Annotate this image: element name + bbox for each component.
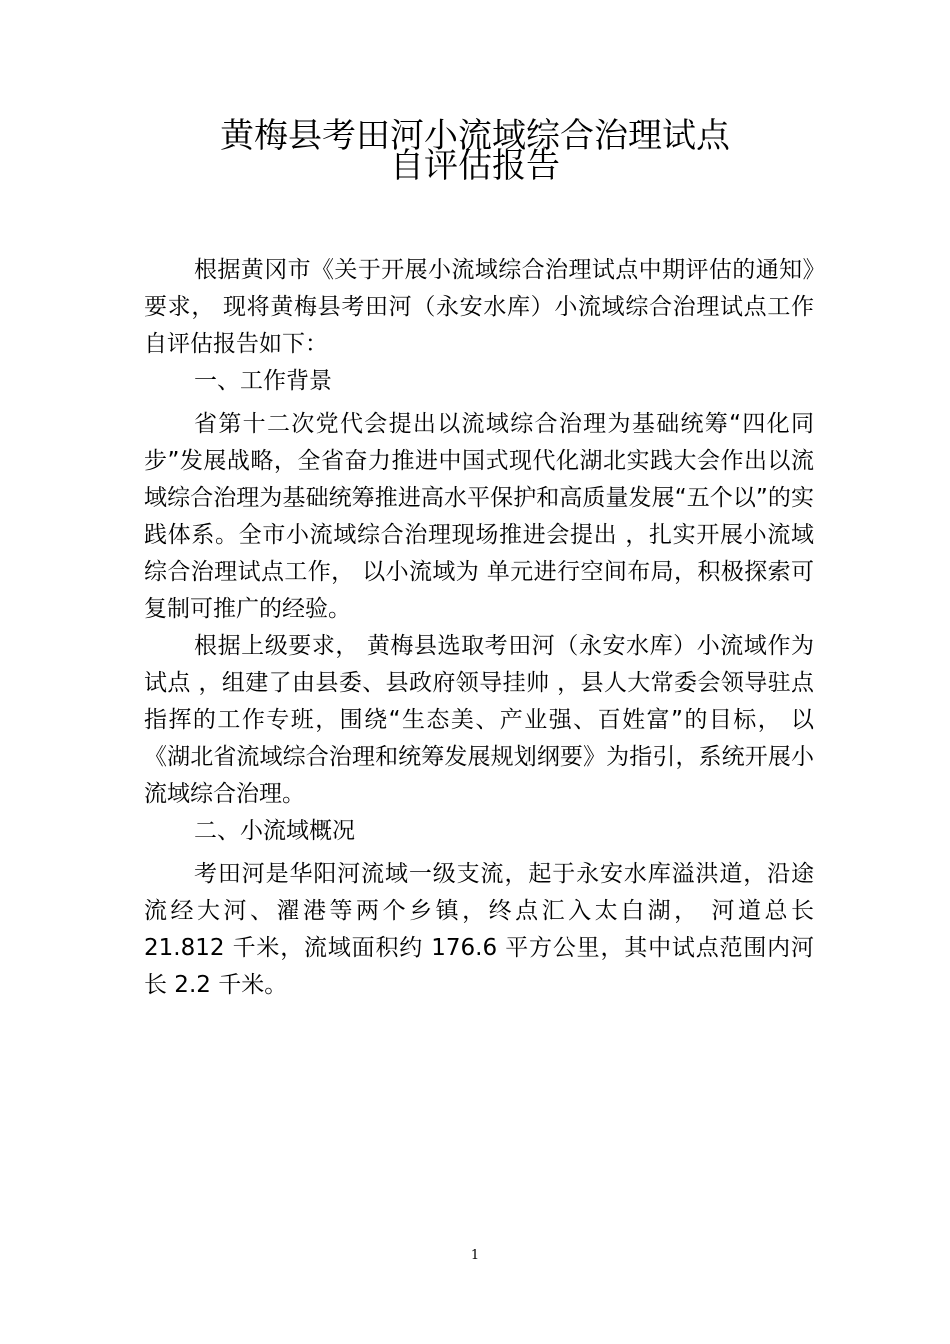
- background-paragraph-2: 根据上级要求， 黄梅县选取考田河（永安水库）小流域作为试点 ，组建了由县委、县政府领导挂帅 ，县人大常委会领导驻点指挥的工作专班，围绕“生态美、产业强、百姓富”的目标， 以《湖北省流域综合治理和统筹发展规划纲要》为指引，系统开展小流域综合治理。: [144, 633, 814, 807]
- page-number: 1: [470, 1248, 480, 1263]
- document-title-line-1: 黄梅县考田河小流域综合治理试点: [220, 116, 730, 156]
- background-paragraph-1: 省第十二次党代会提出以流域综合治理为基础统筹“四化同步”发展战略，全省奋力推进中国式现代化湖北实践大会作出以流域综合治理为基础统筹推进高水平保护和高质量发展“五个以”的实践体系。全市小流域综合治理现场推进会提出 ，扎实开展小流域综合治理试点工作， 以小流域为 单元进行空间布局，积极探索可复制可推广的经验。: [144, 411, 814, 622]
- section-heading-background: 一、工作背景: [194, 368, 332, 394]
- document-body: [144, 252, 814, 1004]
- section-heading-overview: 二、小流域概况: [194, 818, 355, 844]
- document-title-line-2: 自评估报告: [390, 146, 560, 186]
- overview-paragraph: 考田河是华阳河流域一级支流，起于永安水库溢洪道，沿途流经大河、濯港等两个乡镇，终点汇入太白湖， 河道总长 21.812 千米，流域面积约 176.6 平方公里，其中试点范围内河长 2.2 千米。: [144, 861, 814, 998]
- intro-paragraph: 根据黄冈市《关于开展小流域综合治理试点中期评估的通知》要求， 现将黄梅县考田河（永安水库）小流域综合治理试点工作自评估报告如下：: [144, 257, 814, 357]
